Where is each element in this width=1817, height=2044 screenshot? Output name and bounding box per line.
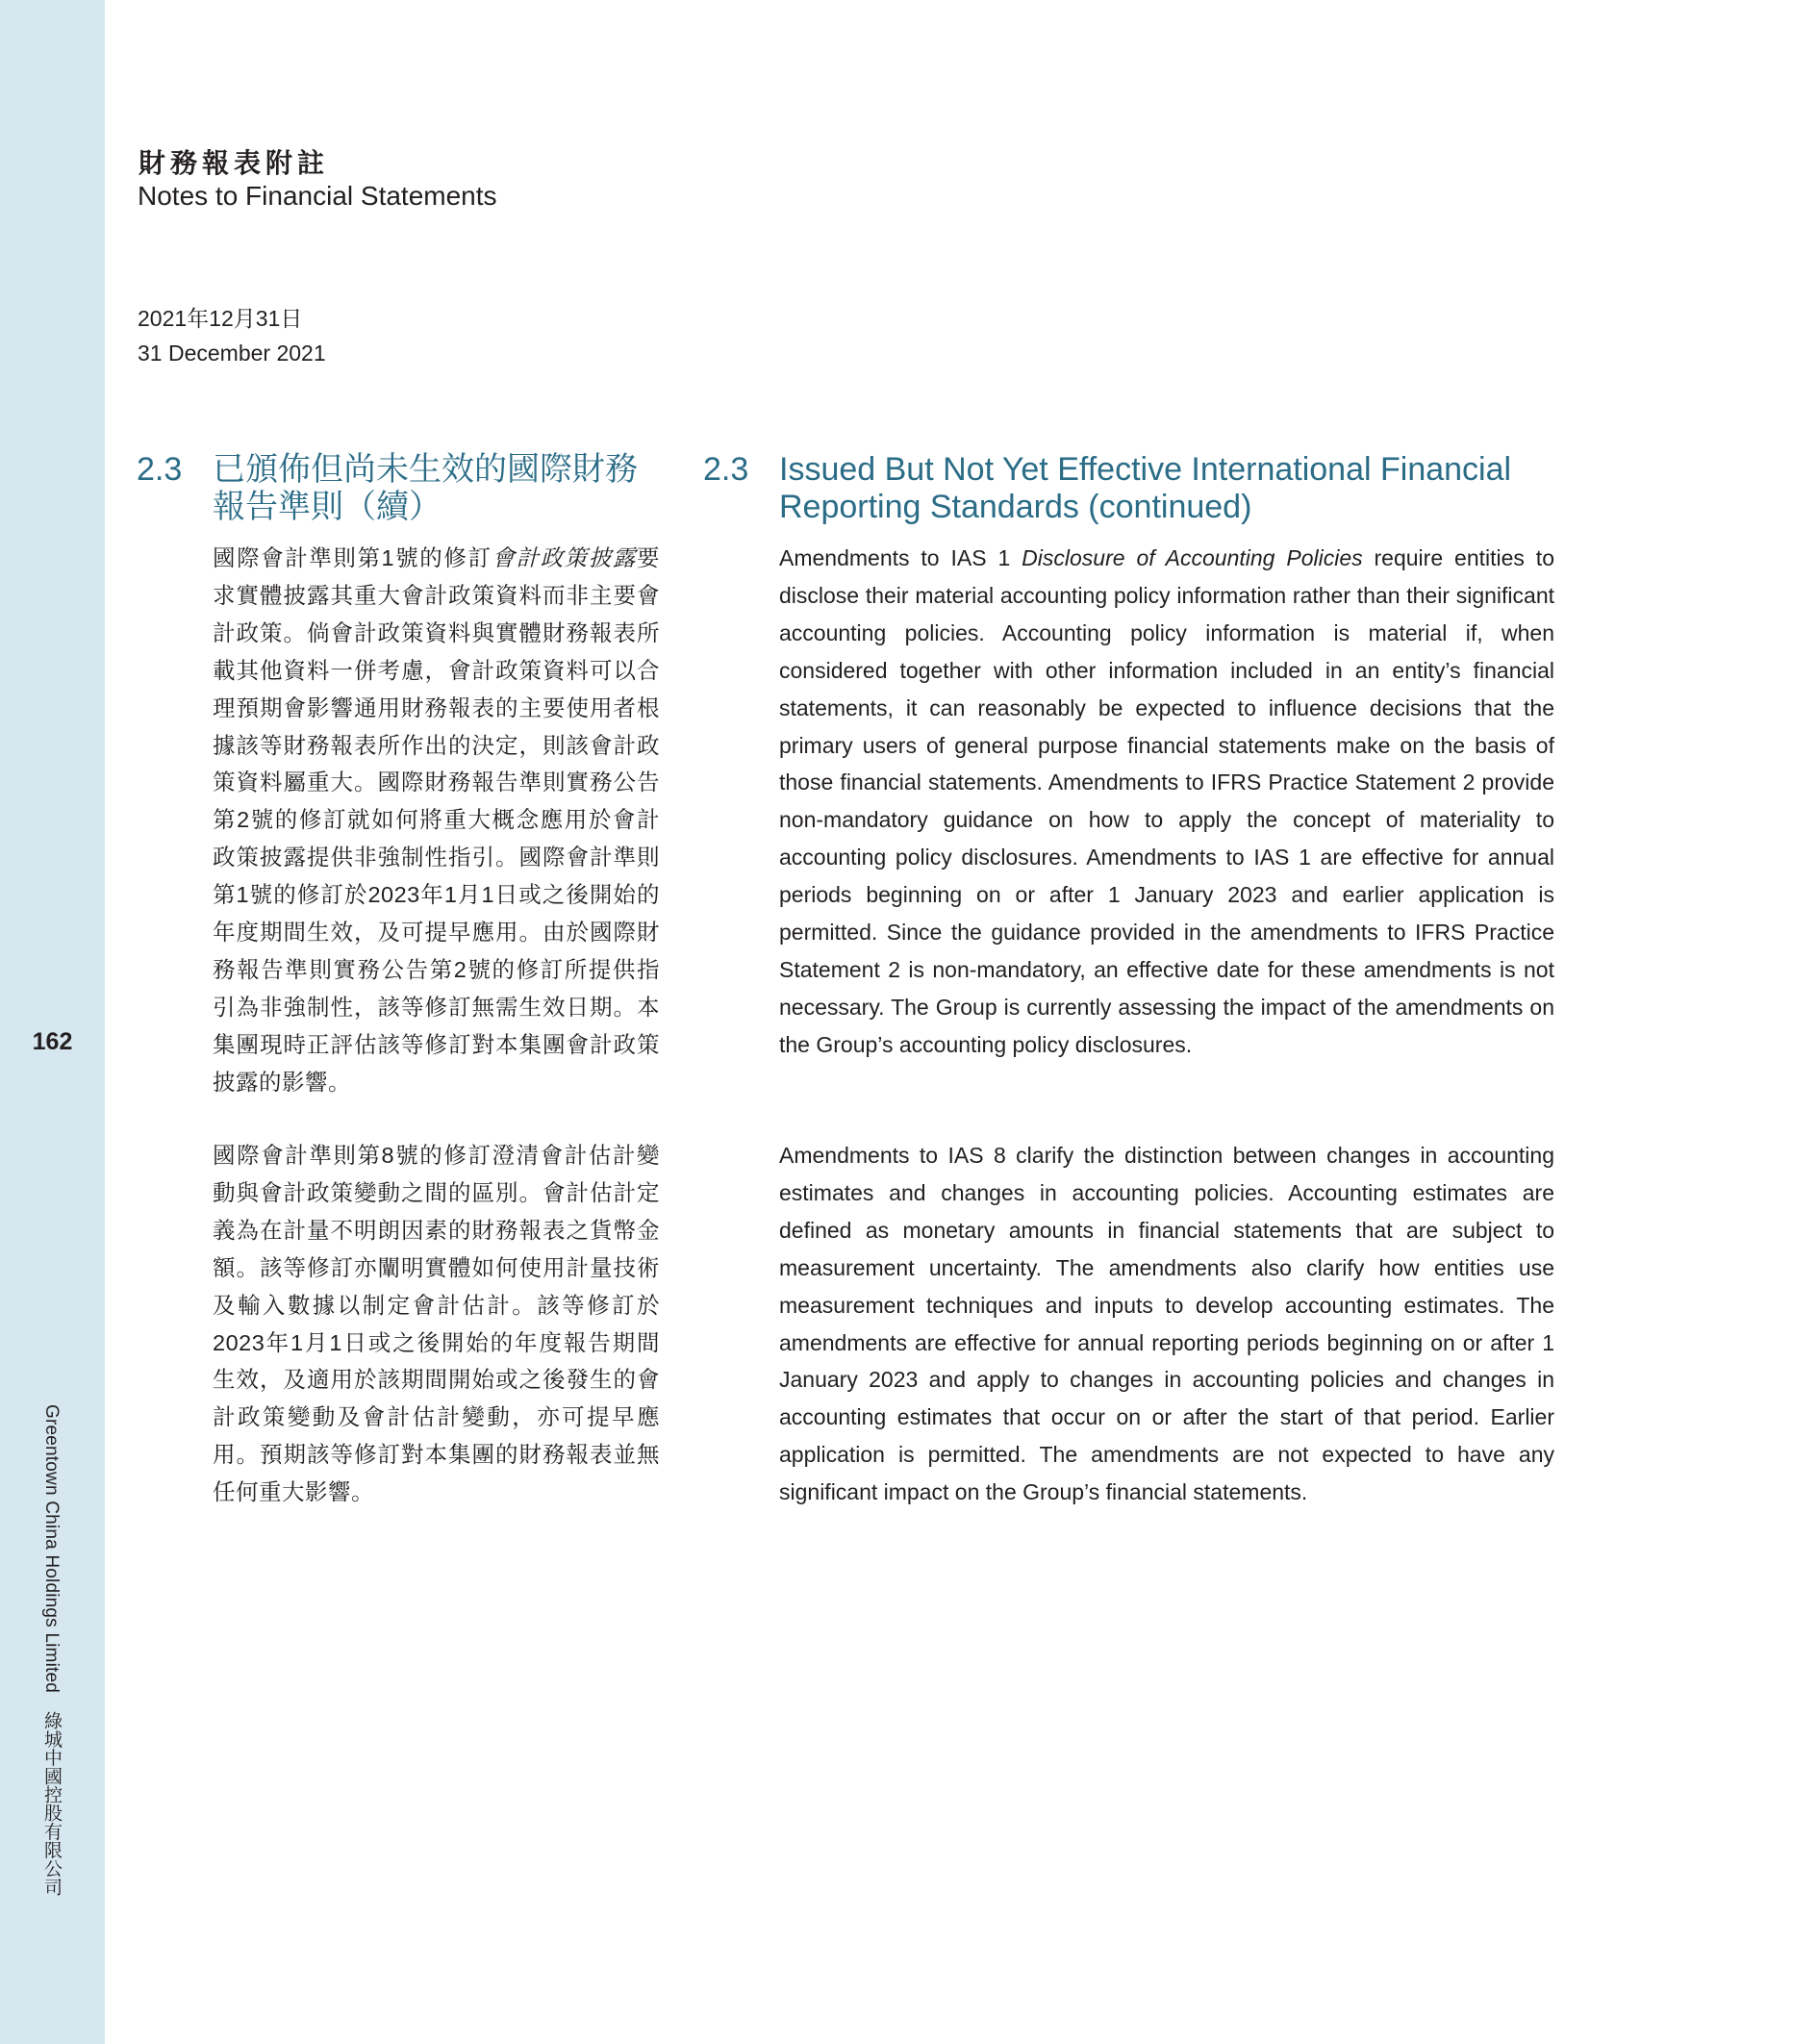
- paragraph-en-ias1-italic: Disclosure of Accounting Policies: [1022, 545, 1363, 570]
- paragraph-en-ias1: [779, 540, 1554, 1064]
- section-title-zh: 已頒佈但尚未生效的國際財務報告準則（續）: [213, 451, 638, 525]
- paragraph-zh-ias1-italic: 會計政策披露: [492, 545, 638, 570]
- paragraph-zh-ias8: 國際會計準則第8號的修訂澄清會計估計變動與會計政策變動之間的區別。會計估計定義為在計量不明朗因素的財務報表之貨幣金額。該等修訂亦闡明實體如何使用計量技術及輸入數據以制定會計估計。該等修訂於2023年1月1日或之後開始的年度報告期間生效，及適用於該期間開始或之後發生的會計政策變動及會計估計變動，亦可提早應用。預期該等修訂對本集團的財務報表並無任何重大影響。: [213, 1143, 660, 1505]
- date-zh: 2021年12月31日: [138, 306, 303, 331]
- header-title-en: Notes to Financial Statements: [138, 181, 497, 211]
- page-number: 162: [32, 1028, 73, 1055]
- company-name-zh: 綠城中國控股有限公司: [41, 1711, 62, 1897]
- paragraph-en-ias1-text-a: Amendments to IAS 1: [779, 545, 1022, 570]
- date-en: 31 December 2021: [138, 341, 326, 366]
- paragraph-zh-ias1-text-a: 國際會計準則第1號的修訂: [213, 545, 492, 570]
- sidebar-company-name: [38, 1404, 64, 1896]
- paragraph-en-ias1-text-b: require entities to disclose their material accounting policy information rather than their significant accounting policies. Accounting policy information is material if, when considered together with other information included in an entity’s financial statements, it can reasonably be expected to influence decisions that the primary users of general purpose financial statements make on the basis of those financial statements. Amendments to IFRS Practice Statement 2 provide non-mandatory guidance on how to apply the concept of materiality to accounting policy disclosures. Amendments to IAS 1 are effective for annual periods beginning on or after 1 January 2023 and earlier application is permitted. Since the guidance provided in the amendments to IFRS Practice Statement 2 is non-mandatory, an effective date for these amendments is not necessary. The Group is currently assessing the impact of the amendments on the Group’s accounting policy disclosures.: [779, 545, 1554, 1057]
- company-name-en: Greentown China Holdings Limited: [41, 1404, 62, 1693]
- paragraph-zh-ias1: [213, 540, 660, 1101]
- paragraph-zh-ias1-text-b: 要求實體披露其重大會計政策資料而非主要會計政策。倘會計政策資料與實體財務報表所載其他資料一併考慮，會計政策資料可以合理預期會影響通用財務報表的主要使用者根據該等財務報表所作出的決定，則該會計政策資料屬重大。國際財務報告準則實務公告第2號的修訂就如何將重大概念應用於會計政策披露提供非強制性指引。國際會計準則第1號的修訂於2023年1月1日或之後開始的年度期間生效，及可提早應用。由於國際財務報告準則實務公告第2號的修訂所提供指引為非強制性，該等修訂無需生效日期。本集團現時正評估該等修訂對本集團會計政策披露的影響。: [213, 545, 661, 1095]
- section-number-en: 2.3: [703, 451, 749, 488]
- section-number-zh: 2.3: [137, 451, 183, 488]
- section-title-en: Issued But Not Yet Effective International Financial Reporting Standards (continued): [779, 451, 1512, 525]
- header-title-zh: 財務報表附註: [139, 147, 330, 179]
- paragraph-en-ias8: Amendments to IAS 8 clarify the distinction between changes in accounting estimates and changes in accounting policies. Accounting estimates are defined as monetary amounts in financial statements that are subject to measurement uncertainty. The amendments also clarify how entities use measurement techniques and inputs to develop accounting estimates. The amendments are effective for annual reporting periods beginning on or after 1 January 2023 and apply to changes in accounting policies and changes in accounting estimates that occur on or after the start of that period. Earlier application is permitted. The amendments are not expected to have any significant impact on the Group’s financial statements.: [779, 1143, 1554, 1505]
- sidebar-band: [0, 0, 105, 2044]
